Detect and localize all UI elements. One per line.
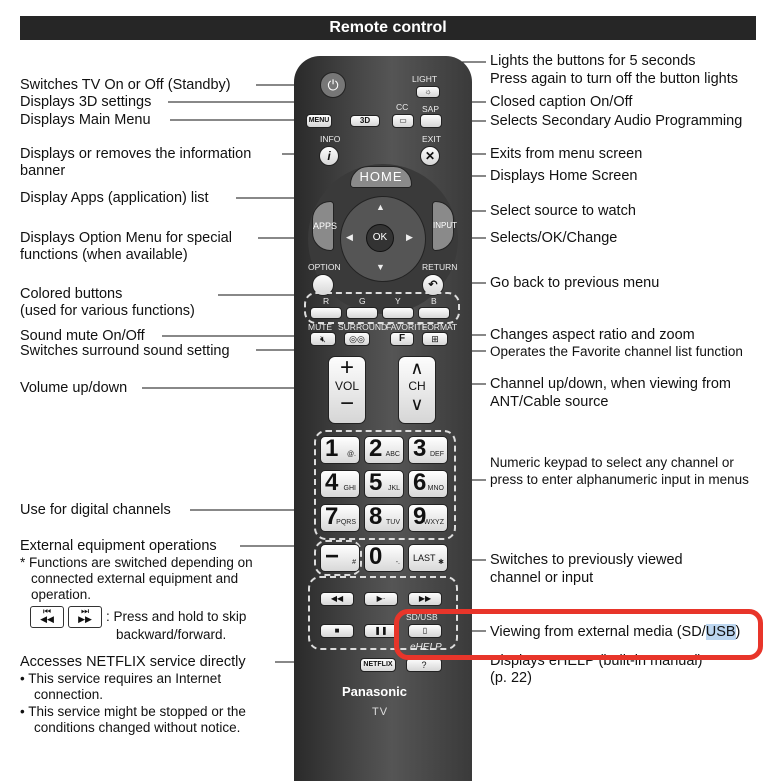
yellow-caption: Y	[395, 296, 401, 306]
skip-back-icon: ⏮ ◀◀	[30, 606, 64, 628]
brand-logo: Panasonic	[342, 684, 408, 699]
sap-caption: SAP	[422, 104, 440, 114]
label-light-line1: Lights the buttons for 5 seconds	[490, 53, 696, 69]
light-button[interactable]: ☼	[416, 86, 440, 98]
label-netflix-line4: • This service might be stopped or the	[20, 704, 246, 719]
key-8[interactable]: 8 TUV	[364, 504, 404, 532]
volume-label: VOL	[334, 379, 359, 393]
label-sap: Selects Secondary Audio Programming	[490, 113, 743, 129]
light-caption: LIGHT	[412, 74, 438, 84]
label-keypad-line2: press to enter alphanumeric input in menus	[490, 472, 749, 487]
label-volume: Volume up/down	[20, 380, 128, 396]
label-format: Changes aspect ratio and zoom	[490, 327, 695, 343]
arrow-left-icon[interactable]: ◀	[346, 232, 353, 242]
label-power: Switches TV On or Off (Standby)	[20, 77, 231, 93]
label-external-line4: operation.	[31, 587, 92, 602]
label-digital: Use for digital channels	[20, 502, 171, 518]
label-apps: Display Apps (application) list	[20, 190, 209, 206]
label-sd-text: Viewing from external media (SD/	[490, 624, 706, 640]
channel-up-icon[interactable]: ∧	[410, 358, 424, 378]
label-home: Displays Home Screen	[490, 168, 638, 184]
skip-forward-icon: ⏭ ▶▶	[68, 606, 102, 628]
label-netflix-line3: connection.	[34, 687, 104, 702]
format-caption: FORMAT	[422, 322, 458, 332]
label-external-line3: connected external equipment and	[31, 571, 239, 586]
key-9[interactable]: 9 WXYZ	[408, 504, 448, 532]
mute-button[interactable]: 🔇︎	[310, 332, 336, 346]
volume-down-icon[interactable]: −	[339, 390, 354, 417]
label-sd-close: )	[735, 624, 741, 640]
pause-button[interactable]: ❚❚	[364, 624, 398, 638]
label-colored-line2: (used for various functions)	[20, 303, 195, 319]
label-help-line1: Displays eHELP (built-in manual)	[490, 653, 703, 669]
green-caption: G	[359, 296, 366, 306]
key-7[interactable]: 7 PQRS	[320, 504, 360, 532]
info-caption: INFO	[320, 134, 341, 144]
play-button[interactable]: ▶·	[364, 592, 398, 606]
label-info-line1: Displays or removes the information	[20, 146, 252, 162]
cc-button[interactable]: ▭	[392, 114, 414, 128]
surround-caption: SURROUND	[338, 322, 388, 332]
label-channel-line2: ANT/Cable source	[490, 394, 609, 410]
yellow-button[interactable]	[382, 307, 414, 319]
volume-up-icon[interactable]: +	[339, 354, 354, 381]
label-help-line2: (p. 22)	[490, 670, 532, 686]
label-return: Go back to previous menu	[490, 275, 660, 291]
favorite-button[interactable]: F	[390, 332, 414, 346]
label-external-line1: External equipment operations	[20, 538, 217, 554]
exit-caption: EXIT	[422, 134, 441, 144]
apps-button[interactable]: APPS	[312, 201, 334, 251]
label-option-line2: functions (when available)	[20, 247, 188, 263]
blue-caption: B	[431, 296, 437, 306]
label-channel-line1: Channel up/down, when viewing from	[490, 376, 731, 392]
red-button[interactable]	[310, 307, 342, 319]
label-netflix-line2: • This service requires an Internet	[20, 671, 222, 686]
key-1[interactable]: 1 @.	[320, 436, 360, 464]
favorite-caption: FAVORITE	[386, 322, 428, 332]
label-netflix-line5: conditions changed without notice.	[34, 720, 241, 735]
sap-button[interactable]	[420, 114, 442, 128]
volume-rocker[interactable]	[328, 356, 366, 424]
label-mute: Sound mute On/Off	[20, 328, 145, 344]
arrow-up-icon[interactable]: ▲	[376, 202, 385, 212]
label-last-line1: Switches to previously viewed	[490, 552, 683, 568]
key-5[interactable]: 5 JKL	[364, 470, 404, 498]
input-button[interactable]: INPUT	[432, 201, 454, 251]
highlight-box-sd-usb	[394, 609, 763, 660]
stop-button[interactable]: ■	[320, 624, 354, 638]
label-skip-line1: : Press and hold to skip	[106, 609, 247, 624]
format-button[interactable]: ⊞	[422, 332, 448, 346]
netflix-button[interactable]: NETFLIX	[360, 658, 396, 672]
ehelp-caption: eHELP	[410, 642, 442, 653]
label-colored-line1: Colored buttons	[20, 286, 123, 302]
skip-forward-button[interactable]: ▶▶	[408, 592, 442, 606]
channel-rocker[interactable]	[398, 356, 436, 424]
arrow-right-icon[interactable]: ▶	[406, 232, 413, 242]
label-usb-highlighted: USB	[705, 624, 736, 640]
label-favorite: Operates the Favorite channel list function	[490, 344, 743, 359]
label-exit: Exits from menu screen	[490, 146, 643, 162]
3d-button[interactable]: 3D	[350, 115, 380, 127]
page-title: Remote control	[20, 16, 756, 40]
mute-caption: MUTE	[308, 322, 333, 332]
channel-down-icon[interactable]: ∨	[410, 394, 424, 414]
label-keypad-line1: Numeric keypad to select any channel or	[490, 455, 734, 470]
sd-usb-caption: SD/USB	[406, 612, 438, 622]
label-external-line2: * Functions are switched depending on	[20, 555, 253, 570]
return-button[interactable]: ↶	[422, 274, 444, 296]
ok-button[interactable]: OK	[366, 224, 394, 252]
return-caption: RETURN	[422, 262, 458, 272]
blue-button[interactable]	[418, 307, 450, 319]
home-button[interactable]: HOME	[350, 166, 412, 188]
info-button[interactable]: i	[319, 146, 339, 166]
menu-button[interactable]: MENU	[306, 114, 332, 128]
key-0[interactable]: 0 -.	[364, 544, 404, 572]
key-2[interactable]: 2 ABC	[364, 436, 404, 464]
channel-label: CH	[408, 379, 426, 393]
label-cc: Closed caption On/Off	[490, 94, 633, 110]
exit-button[interactable]: ✕	[420, 146, 440, 166]
key-4[interactable]: 4 GHI	[320, 470, 360, 498]
red-caption: R	[323, 296, 330, 306]
power-button[interactable]: ⏻	[320, 72, 346, 98]
last-key[interactable]: LAST ✱	[408, 544, 448, 572]
ehelp-button[interactable]: ?	[406, 658, 442, 672]
surround-button[interactable]: ◎◎	[344, 332, 370, 346]
skip-back-button[interactable]: ◀◀	[320, 592, 354, 606]
green-button[interactable]	[346, 307, 378, 319]
label-input: Select source to watch	[490, 203, 636, 219]
label-netflix-line1: Accesses NETFLIX service directly	[20, 654, 246, 670]
dash-key[interactable]: − #	[320, 544, 360, 572]
label-info-line2: banner	[20, 163, 66, 179]
sd-usb-button[interactable]: ▯	[408, 624, 442, 638]
key-6[interactable]: 6 MNO	[408, 470, 448, 498]
label-last-line2: channel or input	[490, 570, 594, 586]
last-caption: LAST	[413, 553, 436, 563]
option-caption: OPTION	[308, 262, 341, 272]
label-skip-line2: backward/forward.	[116, 627, 227, 642]
tv-caption: TV	[372, 706, 389, 718]
cc-caption: CC	[396, 102, 409, 112]
label-option-line1: Displays Option Menu for special	[20, 230, 232, 246]
label-light-line2: Press again to turn off the button lights	[490, 71, 739, 87]
arrow-down-icon[interactable]: ▼	[376, 262, 385, 272]
remote-control	[294, 56, 472, 781]
label-ok: Selects/OK/Change	[490, 230, 618, 246]
label-menu: Displays Main Menu	[20, 112, 151, 128]
label-3d: Displays 3D settings	[20, 94, 152, 110]
key-3[interactable]: 3 DEF	[408, 436, 448, 464]
label-surround: Switches surround sound setting	[20, 343, 230, 359]
